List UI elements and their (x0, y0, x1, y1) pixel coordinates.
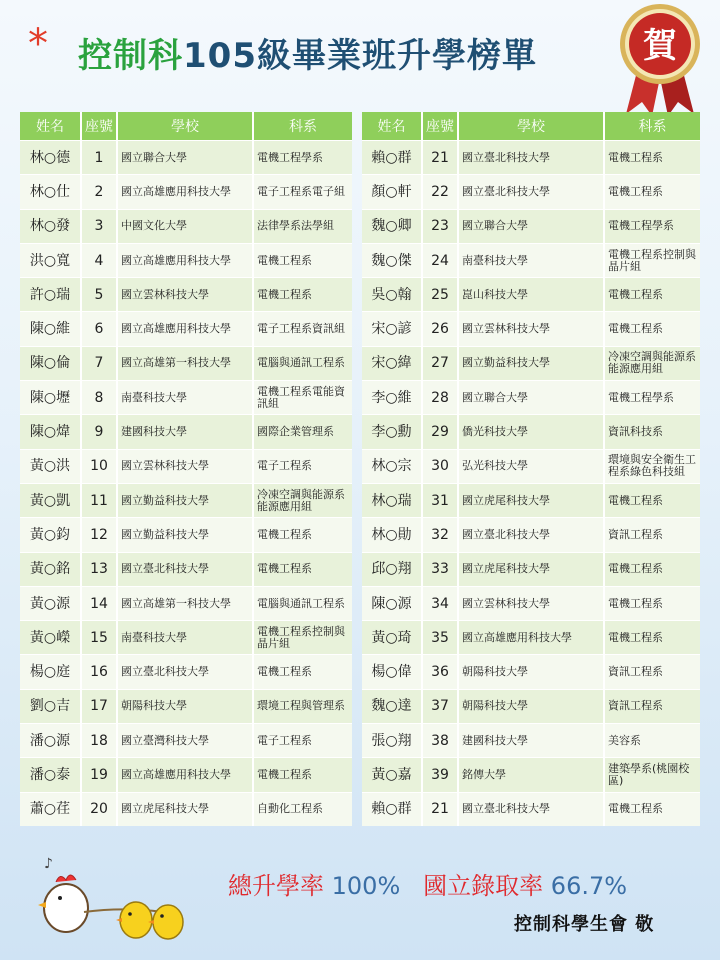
seat-number: 27 (422, 346, 458, 380)
table-row (362, 175, 700, 209)
department-name: 電機工程系 (604, 552, 700, 586)
table-row (20, 209, 352, 243)
header-name: 姓名 (20, 112, 81, 141)
department-name: 電機工程系 (253, 243, 352, 277)
table-row (20, 758, 352, 792)
student-name: 林○仕 (20, 175, 81, 209)
seat-number: 11 (81, 483, 117, 517)
table-row (20, 518, 352, 552)
department-name: 電機工程學系 (604, 381, 700, 415)
header-school: 學校 (117, 112, 253, 141)
student-name: 魏○達 (362, 689, 422, 723)
student-name: 李○勳 (362, 415, 422, 449)
student-name: 黃○源 (20, 586, 81, 620)
department-name: 環境工程與管理系 (253, 689, 352, 723)
school-name: 國立高雄應用科技大學 (117, 175, 253, 209)
ranking-table-right (362, 112, 700, 826)
department-name: 冷凍空調與能源系能源應用組 (604, 346, 700, 380)
department-name: 資訊工程系 (604, 518, 700, 552)
school-name: 國立臺灣科技大學 (117, 724, 253, 758)
student-name: 黃○嘉 (362, 758, 422, 792)
school-name: 國立聯合大學 (117, 141, 253, 175)
department-name: 電機工程系 (604, 586, 700, 620)
department-name: 電子工程系 (253, 724, 352, 758)
school-name: 國立臺北科技大學 (458, 141, 604, 175)
school-name: 國立臺北科技大學 (117, 655, 253, 689)
header-name: 姓名 (362, 112, 422, 141)
student-name: 林○德 (20, 141, 81, 175)
seat-number: 20 (81, 792, 117, 826)
department-name: 電機工程系 (604, 141, 700, 175)
table-row (20, 724, 352, 758)
department-name: 電機工程系 (253, 518, 352, 552)
asterisk-decoration: * (28, 21, 48, 67)
seat-number: 28 (422, 381, 458, 415)
seat-number: 33 (422, 552, 458, 586)
seat-number: 21 (422, 792, 458, 826)
table-row (20, 278, 352, 312)
student-name: 林○瑞 (362, 483, 422, 517)
department-name: 冷凍空調與能源系能源應用組 (253, 483, 352, 517)
table-row (362, 586, 700, 620)
student-name: 邱○翔 (362, 552, 422, 586)
seat-number: 16 (81, 655, 117, 689)
table-row (20, 655, 352, 689)
seat-number: 37 (422, 689, 458, 723)
school-name: 朝陽科技大學 (458, 655, 604, 689)
school-name: 國立聯合大學 (458, 209, 604, 243)
seat-number: 5 (81, 278, 117, 312)
page-title (78, 34, 537, 78)
student-name: 賴○群 (362, 141, 422, 175)
total-rate-value: 100% (331, 872, 401, 900)
seat-number: 15 (81, 621, 117, 655)
student-name: 黃○銘 (20, 552, 81, 586)
table-row (362, 346, 700, 380)
national-rate-label: 國立錄取率 (423, 872, 544, 900)
table-row (362, 621, 700, 655)
school-name: 建國科技大學 (117, 415, 253, 449)
table-row (20, 552, 352, 586)
table-row (362, 655, 700, 689)
seat-number: 29 (422, 415, 458, 449)
seat-number: 9 (81, 415, 117, 449)
seat-number: 8 (81, 381, 117, 415)
table-row (20, 381, 352, 415)
department-name: 國際企業管理系 (253, 415, 352, 449)
title-department: 控制科 (78, 36, 183, 76)
department-name: 電機工程系 (604, 312, 700, 346)
seat-number: 22 (422, 175, 458, 209)
title-text: 105級畢業班升學榜單 (183, 36, 537, 76)
department-name: 資訊工程系 (604, 655, 700, 689)
table-row (362, 449, 700, 483)
table-row (20, 483, 352, 517)
school-name: 國立高雄應用科技大學 (117, 312, 253, 346)
department-name: 電機工程系 (604, 278, 700, 312)
seat-number: 39 (422, 758, 458, 792)
header-seat: 座號 (422, 112, 458, 141)
table-row (20, 689, 352, 723)
school-name: 國立臺北科技大學 (117, 552, 253, 586)
seat-number: 2 (81, 175, 117, 209)
student-name: 張○翔 (362, 724, 422, 758)
seat-number: 18 (81, 724, 117, 758)
school-name: 朝陽科技大學 (117, 689, 253, 723)
department-name: 電機工程系 (253, 758, 352, 792)
admission-stats (228, 866, 627, 901)
department-name: 建築學系(桃園校區) (604, 758, 700, 792)
seat-number: 6 (81, 312, 117, 346)
seat-number: 35 (422, 621, 458, 655)
table-row (362, 209, 700, 243)
department-name: 資訊工程系 (604, 689, 700, 723)
department-name: 資訊科技系 (604, 415, 700, 449)
school-name: 朝陽科技大學 (458, 689, 604, 723)
seat-number: 21 (422, 141, 458, 175)
table-row (20, 621, 352, 655)
school-name: 國立勤益科技大學 (117, 483, 253, 517)
school-name: 國立勤益科技大學 (117, 518, 253, 552)
student-name: 楊○庭 (20, 655, 81, 689)
department-name: 法律學系法學組 (253, 209, 352, 243)
seat-number: 1 (81, 141, 117, 175)
school-name: 國立高雄應用科技大學 (117, 243, 253, 277)
student-name: 李○維 (362, 381, 422, 415)
student-name: 魏○卿 (362, 209, 422, 243)
seat-number: 7 (81, 346, 117, 380)
student-name: 黃○洪 (20, 449, 81, 483)
school-name: 崑山科技大學 (458, 278, 604, 312)
student-name: 宋○諺 (362, 312, 422, 346)
school-name: 國立雲林科技大學 (458, 312, 604, 346)
department-name: 電子工程系 (253, 449, 352, 483)
chicks-illustration (30, 848, 190, 944)
badge-character: 賀 (643, 26, 677, 66)
department-name: 電腦與通訊工程系 (253, 586, 352, 620)
table-row (362, 792, 700, 826)
student-name: 陳○倫 (20, 346, 81, 380)
seat-number: 23 (422, 209, 458, 243)
student-name: 黃○嶸 (20, 621, 81, 655)
student-name: 洪○寬 (20, 243, 81, 277)
student-name: 陳○維 (20, 312, 81, 346)
department-name: 環境與安全衛生工程系綠色科技組 (604, 449, 700, 483)
department-name: 電機工程系 (604, 175, 700, 209)
table-row (362, 518, 700, 552)
student-name: 黃○鈞 (20, 518, 81, 552)
department-name: 電子工程系電子組 (253, 175, 352, 209)
seat-number: 32 (422, 518, 458, 552)
seat-number: 4 (81, 243, 117, 277)
school-name: 南臺科技大學 (117, 381, 253, 415)
seat-number: 24 (422, 243, 458, 277)
student-name: 蕭○荏 (20, 792, 81, 826)
header-department: 科系 (604, 112, 700, 141)
congratulations-badge (618, 2, 702, 120)
table-row (362, 483, 700, 517)
department-name: 電機工程學系 (604, 209, 700, 243)
department-name: 電子工程系資訊組 (253, 312, 352, 346)
table-row (362, 689, 700, 723)
seat-number: 31 (422, 483, 458, 517)
signature: 控制科學生會 敬 (514, 914, 655, 935)
school-name: 國立高雄應用科技大學 (458, 621, 604, 655)
department-name: 電機工程系控制與晶片組 (253, 621, 352, 655)
student-name: 許○瑞 (20, 278, 81, 312)
table-row (362, 243, 700, 277)
school-name: 國立高雄第一科技大學 (117, 346, 253, 380)
department-name: 美容系 (604, 724, 700, 758)
student-name: 劉○吉 (20, 689, 81, 723)
table-row (362, 552, 700, 586)
student-name: 陳○煒 (20, 415, 81, 449)
student-name: 潘○源 (20, 724, 81, 758)
table-row (362, 724, 700, 758)
table-row (362, 415, 700, 449)
school-name: 國立虎尾科技大學 (117, 792, 253, 826)
national-rate-value: 66.7% (550, 872, 628, 900)
school-name: 國立虎尾科技大學 (458, 483, 604, 517)
student-name: 陳○源 (362, 586, 422, 620)
seat-number: 38 (422, 724, 458, 758)
school-name: 國立高雄應用科技大學 (117, 758, 253, 792)
table-row (20, 243, 352, 277)
student-name: 林○宗 (362, 449, 422, 483)
seat-number: 34 (422, 586, 458, 620)
school-name: 國立臺北科技大學 (458, 175, 604, 209)
school-name: 國立聯合大學 (458, 381, 604, 415)
student-name: 楊○偉 (362, 655, 422, 689)
school-name: 國立雲林科技大學 (458, 586, 604, 620)
school-name: 建國科技大學 (458, 724, 604, 758)
header-seat: 座號 (81, 112, 117, 141)
ranking-table-left (20, 112, 352, 826)
school-name: 國立雲林科技大學 (117, 278, 253, 312)
student-name: 黃○凱 (20, 483, 81, 517)
student-name: 吳○翰 (362, 278, 422, 312)
school-name: 銘傳大學 (458, 758, 604, 792)
student-name: 魏○傑 (362, 243, 422, 277)
table-row (20, 792, 352, 826)
total-rate-label: 總升學率 (228, 872, 324, 900)
table-row (362, 278, 700, 312)
school-name: 國立臺北科技大學 (458, 518, 604, 552)
school-name: 僑光科技大學 (458, 415, 604, 449)
table-row (362, 141, 700, 175)
table-row (20, 415, 352, 449)
school-name: 國立虎尾科技大學 (458, 552, 604, 586)
school-name: 弘光科技大學 (458, 449, 604, 483)
table-row (20, 346, 352, 380)
student-name: 賴○群 (362, 792, 422, 826)
header-school: 學校 (458, 112, 604, 141)
table-row (20, 175, 352, 209)
seat-number: 30 (422, 449, 458, 483)
seat-number: 14 (81, 586, 117, 620)
school-name: 南臺科技大學 (458, 243, 604, 277)
department-name: 電機工程系 (253, 552, 352, 586)
department-name: 自動化工程系 (253, 792, 352, 826)
seat-number: 10 (81, 449, 117, 483)
seat-number: 36 (422, 655, 458, 689)
department-name: 電機工程系電能資訊組 (253, 381, 352, 415)
student-name: 林○勛 (362, 518, 422, 552)
header-department: 科系 (253, 112, 352, 141)
school-name: 國立高雄第一科技大學 (117, 586, 253, 620)
table-row (362, 312, 700, 346)
department-name: 電機工程系 (604, 483, 700, 517)
seat-number: 19 (81, 758, 117, 792)
student-name: 林○發 (20, 209, 81, 243)
school-name: 國立勤益科技大學 (458, 346, 604, 380)
table-row (20, 449, 352, 483)
department-name: 電機工程學系 (253, 141, 352, 175)
table-row (362, 758, 700, 792)
student-name: 黃○琦 (362, 621, 422, 655)
department-name: 電機工程系 (253, 655, 352, 689)
department-name: 電機工程系 (253, 278, 352, 312)
department-name: 電機工程系控制與晶片組 (604, 243, 700, 277)
school-name: 中國文化大學 (117, 209, 253, 243)
student-name: 宋○緯 (362, 346, 422, 380)
seat-number: 17 (81, 689, 117, 723)
student-name: 陳○壢 (20, 381, 81, 415)
svg-text:♪: ♪ (44, 856, 53, 872)
seat-number: 26 (422, 312, 458, 346)
table-row (362, 381, 700, 415)
school-name: 國立雲林科技大學 (117, 449, 253, 483)
department-name: 電機工程系 (604, 621, 700, 655)
seat-number: 25 (422, 278, 458, 312)
table-row (20, 586, 352, 620)
department-name: 電機工程系 (604, 792, 700, 826)
school-name: 國立臺北科技大學 (458, 792, 604, 826)
department-name: 電腦與通訊工程系 (253, 346, 352, 380)
student-name: 潘○泰 (20, 758, 81, 792)
table-row (20, 312, 352, 346)
seat-number: 12 (81, 518, 117, 552)
seat-number: 3 (81, 209, 117, 243)
seat-number: 13 (81, 552, 117, 586)
student-name: 顏○軒 (362, 175, 422, 209)
school-name: 南臺科技大學 (117, 621, 253, 655)
table-row (20, 141, 352, 175)
